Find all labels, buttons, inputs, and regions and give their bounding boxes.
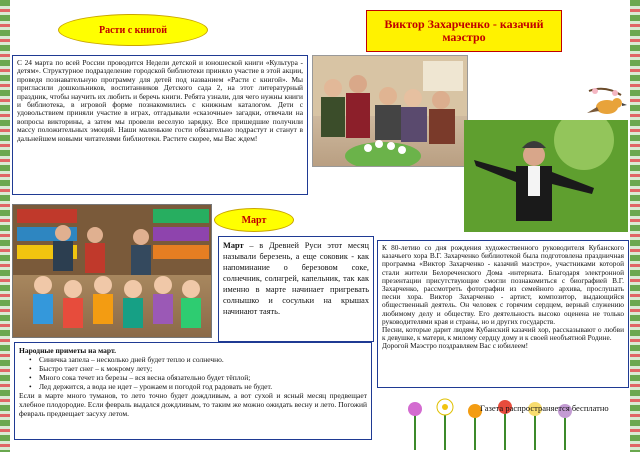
- list-item: • Быстро тает снег – к мокрому лету;: [39, 364, 367, 373]
- conductor-photo: [464, 120, 628, 232]
- footer-note: Газета распространяется бесплатно: [480, 403, 609, 413]
- article-book-text: С 24 марта по всей России проводится Недели детской и юношеской книги «Культура - детям». Структурное подразделение городской библиотеки приняло участие в этой акции, проведя познавательную программу для детей под названием «Расти с книгой». Мы пригласили дошкольников, воспитанников Детского сада 2, на этот литературный праздник, чтобы научить их любить и беречь книги. Ребята узнали, для чего нужны книги и библиотека, в игровой форме познакомились с книжным каталогом. Дети с удовольствием приняли участие в играх, отгадывали «сказочные» загадки, отвечали на вопросы викторины, а затем мы провели веселую зарядку. Все пришедшие получили массу положительных эмоций. Наши маленькие гости обязательно подрастут и станут в дальнейшем новыми читателями библиотеки. Растите скорее, мы Вас ждем!: [17, 58, 303, 143]
- list-item: • Лед держится, а вода не идет – урожаем и погодой год радовать не будет.: [39, 382, 367, 391]
- article-zakharchenko-text-2: Песни, которые дарит людям Кубанский казачий хор, рассказывают о любви к девушке, к матери, к милому сердцу дому и к своей необъятной Родине.: [382, 325, 624, 343]
- article-march-text: – в Древней Руси этот месяц называли березень, а еще соковик - как напоминание о березовом соке, солнечник, солнгрей, капельник, так как именно в марте начинает пригревать солнышко и сосульки на крышах начинают таять.: [223, 241, 369, 316]
- children-library-photo-image: [13, 205, 212, 338]
- folk-signs-title: Народные приметы на март.: [19, 346, 116, 355]
- decorative-border-left: [0, 0, 10, 452]
- page-title: Виктор Захарченко - казачий маэстро: [366, 10, 562, 52]
- decorative-border-right: [630, 0, 640, 452]
- section-heading-book: Расти с книгой: [58, 14, 208, 46]
- children-library-photo: [12, 204, 212, 338]
- audience-photo-image: [313, 56, 468, 167]
- folk-signs-list: [19, 355, 367, 391]
- folk-signs-box: [14, 342, 372, 440]
- article-zakharchenko-text: К 80-летию со дня рождения художественного руководителя Кубанского казачьего хора В.Г. Захарченко библиотекой была подготовлена праздничная программа «Виктор Захарченко - казачий маэстро», участниками которой стали жители Белореченского Дома -интерната. Благодаря электронной презентации присутствующие смогли познакомиться с биографией В.Г. Захарченко, рассмотреть фотографии из семейного архива, прослушать песни хора. Виктор Захарченко - артист, композитор, выдающийся общественный деятель. Он человек с горячим сердцем, верный служению любимому делу и обществу. Его деятельность высоко оценена не только руководителями края и страны, но и других государств.: [382, 243, 624, 326]
- section-heading-march: Март: [214, 208, 294, 232]
- article-zakharchenko-text-3: Дорогой Маэстро поздравляем Вас с юбилеем!: [382, 341, 529, 351]
- conductor-photo-image: [464, 120, 628, 232]
- audience-photo: [312, 55, 468, 167]
- list-item: • Синичка запела – несколько дней будет тепло и солнечно.: [39, 355, 367, 364]
- article-book: [12, 55, 308, 195]
- bird-icon: [585, 85, 629, 119]
- article-zakharchenko: [377, 240, 629, 388]
- list-item: • Много сока течет из березы – вся весна обязательно будет тёплой;: [39, 373, 367, 382]
- article-march-lead: Март: [223, 241, 244, 250]
- folk-signs-text: Если в марте много туманов, то лето точно будет дождливым, а вот сухой и ясный месяц предвещает хлебное плодородие. Если февраль выдался дождливым, то таким же можно ожидать весну и лето. Погожий февраль предвещает засуху летом.: [19, 391, 367, 418]
- article-march: [218, 236, 374, 342]
